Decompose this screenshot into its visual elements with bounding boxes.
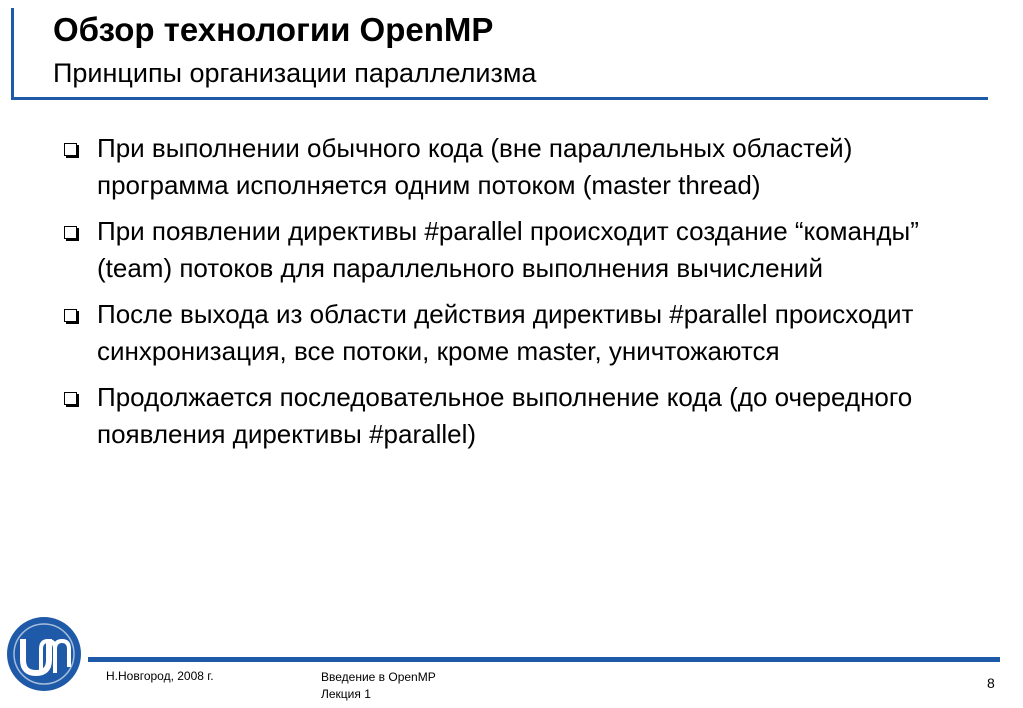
bullet-list [64, 130, 964, 462]
bullet-text: При выполнении обычного кода (вне параллельных областей) программа исполняется одним потоком (master thread) [97, 133, 853, 200]
bullet-item [64, 213, 964, 287]
footer-rule [88, 657, 1000, 662]
header-vertical-rule [11, 8, 14, 100]
checkbox-bullet-icon [64, 392, 77, 405]
checkbox-bullet-icon [64, 309, 77, 322]
footer-course-title: Введение в OpenMP [321, 670, 436, 684]
header-horizontal-rule [11, 97, 988, 100]
bullet-item [64, 296, 964, 370]
unn-logo-icon [5, 615, 83, 693]
bullet-text: При появлении директивы #parallel происходит создание “команды” (team) потоков для параллельного выполнения вычислений [97, 216, 919, 283]
footer-lecture: Лекция 1 [321, 687, 371, 701]
bullet-item [64, 130, 964, 204]
slide-subtitle: Принципы организации параллелизма [53, 58, 537, 88]
slide-title: Обзор технологии OpenMP [53, 11, 494, 48]
bullet-item [64, 379, 964, 453]
footer-city-year: Н.Новгород, 2008 г. [106, 669, 214, 683]
page-number: 8 [987, 675, 995, 691]
footer-course-info [321, 669, 436, 703]
checkbox-bullet-icon [64, 226, 77, 239]
bullet-text: После выхода из области действия директивы #parallel происходит синхронизация, все потоки, кроме master, уничтожаются [97, 299, 914, 366]
bullet-text: Продолжается последовательное выполнение кода (до очередного появления директивы #parallel) [97, 382, 913, 449]
checkbox-bullet-icon [64, 143, 77, 156]
